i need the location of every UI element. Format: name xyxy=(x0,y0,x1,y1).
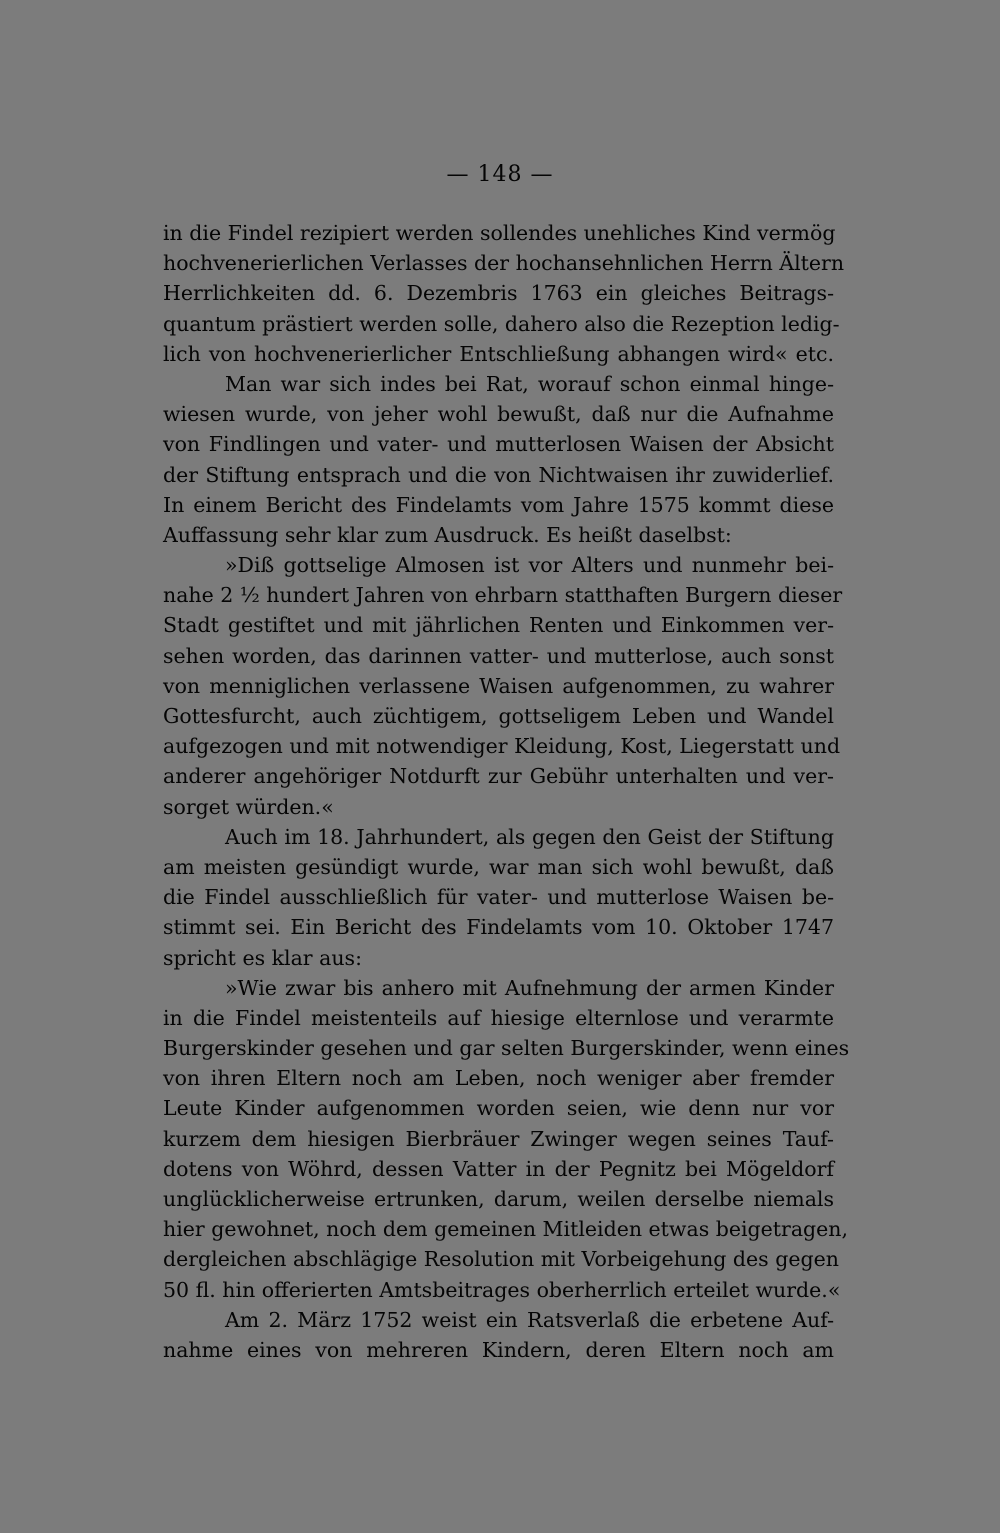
text-line: sorget würden.« xyxy=(163,794,334,819)
text-line: In einem Bericht des Findelamts vom Jahre 1575 kommt diese xyxy=(163,492,834,517)
text-line: in die Findel meistenteils auf hiesige elternlose und verarmte xyxy=(163,1005,834,1030)
text-line: quantum prästiert werden solle, dahero also die Rezeption ledig- xyxy=(163,311,840,336)
text-line: der Stiftung entsprach und die von Nichtwaisen ihr zuwiderlief. xyxy=(163,462,834,487)
text-line: Auch im 18. Jahrhundert, als gegen den Geist der Stiftung xyxy=(225,824,834,849)
text-line: anderer angehöriger Notdurft zur Gebühr unterhalten und ver- xyxy=(163,764,834,789)
text-line: lich von hochvenerierlicher Entschließung abhangen wird« etc. xyxy=(163,341,834,366)
text-line: Leute Kinder aufgenommen worden seien, wie denn nur vor xyxy=(163,1096,834,1121)
text-line: Gottesfurcht, auch züchtigem, gottseligem Leben und Wandel xyxy=(163,704,834,728)
text-line: Stadt gestiftet und mit jährlichen Renten und Einkommen ver- xyxy=(163,613,834,638)
text-line: »Wie zwar bis anhero mit Aufnehmung der armen Kinder xyxy=(225,975,834,1000)
text-line: Man war sich indes bei Rat, worauf schon einmal hinge- xyxy=(225,371,834,396)
text-line: stimmt sei. Ein Bericht des Findelamts vom 10. Oktober 1747 xyxy=(163,915,834,940)
text-line: Herrlichkeiten dd. 6. Dezembris 1763 ein gleiches Beitrags- xyxy=(163,281,834,306)
page-number: — 148 — xyxy=(446,162,554,187)
text-line: aufgezogen und mit notwendiger Kleidung, Kost, Liegerstatt und xyxy=(163,734,841,759)
text-line: von Findlingen und vater- und mutterlosen Waisen der Absicht xyxy=(163,432,834,457)
text-line: dotens von Wöhrd, dessen Vatter in der Pegnitz bei Mögeldorf xyxy=(163,1156,834,1181)
text-line: dergleichen abschlägige Resolution mit Vorbeigehung des gegen xyxy=(163,1247,839,1272)
text-line: »Diß gottselige Almosen ist vor Alters und nunmehr bei- xyxy=(225,553,834,578)
text-line: hier gewohnet, noch dem gemeinen Mitleiden etwas beigetragen, xyxy=(163,1217,849,1242)
text-line: von ihren Eltern noch am Leben, noch weniger aber fremder xyxy=(163,1066,834,1091)
text-line: am meisten gesündigt wurde, war man sich wohl bewußt, daß xyxy=(163,854,834,879)
text-line: Burgerskinder gesehen und gar selten Burgerskinder, wenn eines xyxy=(163,1036,850,1061)
text-line: 50 fl. hin offerierten Amtsbeitrages oberherrlich erteilet wurde.« xyxy=(163,1277,841,1302)
text-line: kurzem dem hiesigen Bierbräuer Zwinger wegen seines Tauf- xyxy=(163,1126,834,1151)
text-line: nahme eines von mehreren Kindern, deren Eltern noch am xyxy=(163,1337,834,1362)
text-line: unglücklicherweise ertrunken, darum, weilen derselbe niemals xyxy=(163,1187,834,1211)
text-line: von menniglichen verlassene Waisen aufgenommen, zu wahrer xyxy=(163,673,834,698)
text-line: in die Findel rezipiert werden sollendes unehliches Kind vermög xyxy=(163,221,836,245)
text-line: sehen worden, das darinnen vatter- und mutterlose, auch sonst xyxy=(163,643,834,668)
body-text xyxy=(163,218,850,1365)
text-line: wiesen wurde, von jeher wohl bewußt, daß nur die Aufnahme xyxy=(163,402,834,427)
text-line: nahe 2 ½ hundert Jahren von ehrbarn statthaften Burgern dieser xyxy=(163,583,843,608)
text-line: Am 2. März 1752 weist ein Ratsverlaß die erbetene Auf- xyxy=(225,1307,834,1332)
text-line: die Findel ausschließlich für vater- und mutterlose Waisen be- xyxy=(163,885,834,910)
text-line: spricht es klar aus: xyxy=(163,945,362,970)
text-line: Auffassung sehr klar zum Ausdruck. Es heißt daselbst: xyxy=(163,522,732,547)
text-line: hochvenerierlichen Verlasses der hochansehnlichen Herrn Ältern xyxy=(163,251,845,276)
